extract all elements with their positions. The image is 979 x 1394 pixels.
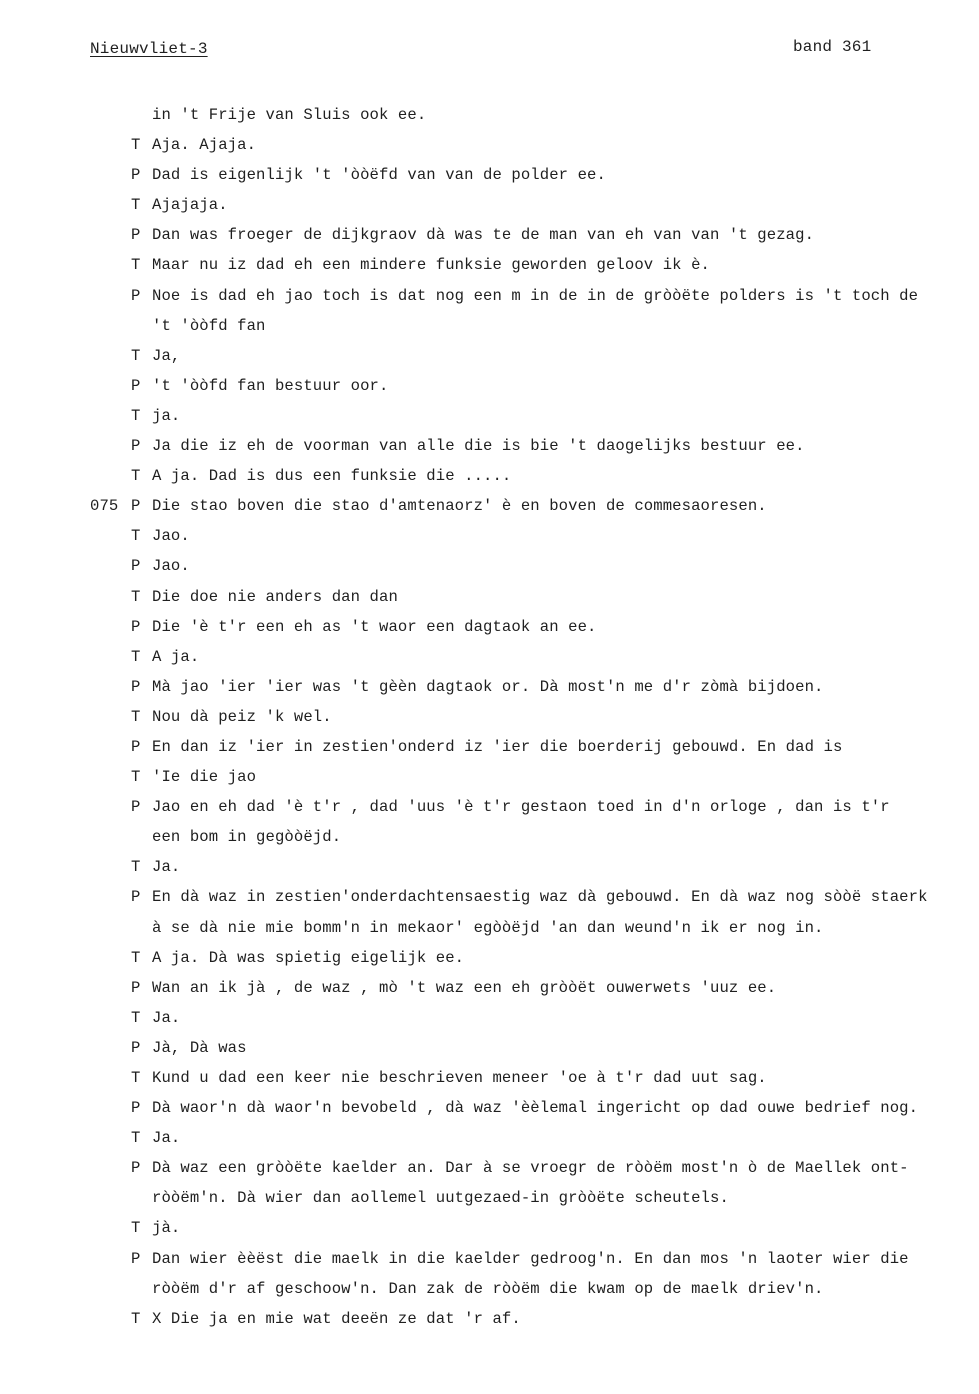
transcript-line	[0, 1063, 979, 1093]
transcript-line	[0, 220, 979, 250]
utterance-text: ròòëm'n. Dà wier dan aollemel uutgezaed-in gròòëte scheutels.	[152, 1189, 729, 1208]
utterance-text: A ja.	[152, 647, 200, 666]
utterance-text: En dan iz 'ier in zestien'onderd iz 'ier die boerderij gebouwd. En dad is	[152, 737, 843, 756]
utterance-text: X Die ja en mie wat deeën ze dat 'r af.	[152, 1309, 521, 1328]
utterance-text: Die doe nie anders dan dan	[152, 587, 398, 606]
speaker-label: T	[131, 196, 141, 215]
transcript-line	[0, 461, 979, 491]
transcript-line	[0, 672, 979, 702]
utterance-text: jà.	[152, 1219, 181, 1238]
utterance-text: Ja.	[152, 1008, 181, 1027]
speaker-label: T	[131, 256, 141, 275]
utterance-text: Dà waor'n dà waor'n bevobeld , dà waz 'èèlemal ingericht op dad ouwe bedrief nog.	[152, 1099, 919, 1118]
utterance-text: Dà waz een gròòëte kaelder an. Dar à se vroegr de ròòëm most'n ò de Maellek ont-	[152, 1159, 909, 1178]
speaker-label: P	[131, 617, 141, 636]
speaker-label: P	[131, 557, 141, 576]
speaker-label: P	[131, 286, 141, 305]
utterance-text: Noe is dad eh jao toch is dat nog een m in de in de gròòëte polders is 't toch de	[152, 286, 919, 305]
transcript-line	[0, 1213, 979, 1243]
speaker-label: T	[131, 587, 141, 606]
transcript-line	[0, 612, 979, 642]
utterance-text: Dan wier èèëst die maelk in die kaelder gedroog'n. En dan mos 'n laoter wier die	[152, 1249, 909, 1268]
speaker-label: P	[131, 497, 141, 516]
utterance-text: En dà waz in zestien'onderdachtensaestig waz dà gebouwd. En dà waz nog sòòë staerk	[152, 888, 928, 907]
transcript-line	[0, 521, 979, 551]
utterance-text: 't 'òòfd fan bestuur oor.	[152, 376, 389, 395]
utterance-text: Wan an ik jà , de waz , mò 't waz een eh gròòët ouwerwets 'uuz ee.	[152, 978, 777, 997]
speaker-label: T	[131, 768, 141, 787]
transcript-line	[0, 973, 979, 1003]
transcript-line	[0, 822, 979, 852]
utterance-text: Jao en eh dad 'è t'r , dad 'uus 'è t'r gestaon toed in d'n orloge , dan is t'r	[152, 798, 890, 817]
speaker-label: P	[131, 978, 141, 997]
transcript-line	[0, 100, 979, 130]
speaker-label: T	[131, 707, 141, 726]
transcript-line	[0, 1274, 979, 1304]
speaker-label: T	[131, 527, 141, 546]
utterance-text: Nou dà peiz 'k wel.	[152, 707, 332, 726]
utterance-text: Dan was froeger de dijkgraov dà was te de man van eh van van 't gezag.	[152, 226, 815, 245]
transcript-line	[0, 582, 979, 612]
speaker-label: P	[131, 1159, 141, 1178]
speaker-label: T	[131, 346, 141, 365]
utterance-text: Ja die iz eh de voorman van alle die is bie 't daogelijks bestuur ee.	[152, 437, 805, 456]
utterance-text: A ja. Dà was spietig eigelijk ee.	[152, 948, 465, 967]
transcript-line	[0, 1003, 979, 1033]
transcript-line	[0, 852, 979, 882]
transcript-line	[0, 130, 979, 160]
utterance-text: Ja.	[152, 858, 181, 877]
band-number: band 361	[793, 38, 872, 56]
speaker-label: T	[131, 1069, 141, 1087]
utterance-text: Jà, Dà was	[152, 1038, 247, 1057]
transcript-line	[0, 190, 979, 220]
speaker-label: P	[131, 677, 141, 696]
speaker-label: T	[131, 467, 141, 486]
utterance-text: Maar nu iz dad eh een mindere funksie geworden geloov ik è.	[152, 256, 711, 275]
utterance-text: Jao.	[152, 527, 190, 546]
transcript-line	[0, 1093, 979, 1123]
utterance-text: Die stao boven die stao d'amtenaorz' è en boven de commesaoresen.	[152, 497, 767, 516]
speaker-label: T	[131, 406, 141, 425]
utterance-text: een bom in gegòòëjd.	[152, 828, 342, 847]
utterance-text: ja.	[152, 406, 181, 425]
transcript-line	[0, 1304, 979, 1334]
speaker-label: T	[131, 647, 141, 666]
utterance-text: Jao.	[152, 557, 190, 576]
transcript-line	[0, 551, 979, 581]
utterance-text: Kund u dad een keer nie beschrieven meneer 'oe à t'r dad uut sag.	[152, 1069, 767, 1087]
transcript-line	[0, 642, 979, 672]
utterance-text: in 't Frije van Sluis ook ee.	[152, 106, 427, 124]
line-number: 075	[90, 497, 119, 516]
utterance-text: Ajajaja.	[152, 196, 228, 215]
speaker-label: P	[131, 437, 141, 456]
speaker-label: T	[131, 1129, 141, 1148]
document-title: Nieuwvliet-3	[90, 40, 208, 58]
transcript-line	[0, 702, 979, 732]
speaker-label: T	[131, 1008, 141, 1027]
transcript-line	[0, 1123, 979, 1153]
utterance-text: ròòëm d'r af geschoow'n. Dan zak de ròòëm die kwam op de maelk driev'n.	[152, 1279, 824, 1298]
utterance-text: Dad is eigenlijk 't 'òòëfd van van de polder ee.	[152, 166, 606, 185]
utterance-text: 'Ie die jao	[152, 768, 257, 787]
transcript-line	[0, 341, 979, 371]
speaker-label: T	[131, 1219, 141, 1238]
transcript-line	[0, 401, 979, 431]
speaker-label: P	[131, 1249, 141, 1268]
speaker-label: T	[131, 948, 141, 967]
transcript-line	[0, 160, 979, 190]
transcript-line	[0, 882, 979, 912]
utterance-text: 't 'òòfd fan	[152, 316, 266, 335]
transcript-line	[0, 371, 979, 401]
speaker-label: T	[131, 136, 141, 155]
utterance-text: Ja,	[152, 346, 181, 365]
transcript-line	[0, 792, 979, 822]
utterance-text: A ja. Dad is dus een funksie die .....	[152, 467, 512, 486]
transcript-line	[0, 250, 979, 280]
speaker-label: P	[131, 798, 141, 817]
speaker-label: P	[131, 1099, 141, 1118]
transcript-line	[0, 1244, 979, 1274]
speaker-label: P	[131, 737, 141, 756]
transcript-line	[0, 1183, 979, 1213]
speaker-label: P	[131, 166, 141, 185]
transcript	[0, 100, 979, 1334]
transcript-line	[0, 1033, 979, 1063]
speaker-label: P	[131, 226, 141, 245]
speaker-label: P	[131, 888, 141, 907]
utterance-text: à se dà nie mie bomm'n in mekaor' egòòëjd 'an dan weund'n ik er nog in.	[152, 918, 824, 937]
transcript-line	[0, 732, 979, 762]
utterance-text: Ja.	[152, 1129, 181, 1148]
speaker-label: T	[131, 1309, 141, 1328]
transcript-line	[0, 1153, 979, 1183]
utterance-text: Mà jao 'ier 'ier was 't gèèn dagtaok or. Dà most'n me d'r zòmà bijdoen.	[152, 677, 824, 696]
transcript-line	[0, 281, 979, 311]
speaker-label: P	[131, 376, 141, 395]
transcript-line	[0, 431, 979, 461]
speaker-label: T	[131, 858, 141, 877]
transcript-line	[0, 943, 979, 973]
transcript-line	[0, 762, 979, 792]
transcript-line	[0, 311, 979, 341]
utterance-text: Die 'è t'r een eh as 't waor een dagtaok an ee.	[152, 617, 597, 636]
transcript-line	[0, 913, 979, 943]
utterance-text: Aja. Ajaja.	[152, 136, 257, 155]
speaker-label: P	[131, 1038, 141, 1057]
transcript-line	[0, 491, 979, 521]
